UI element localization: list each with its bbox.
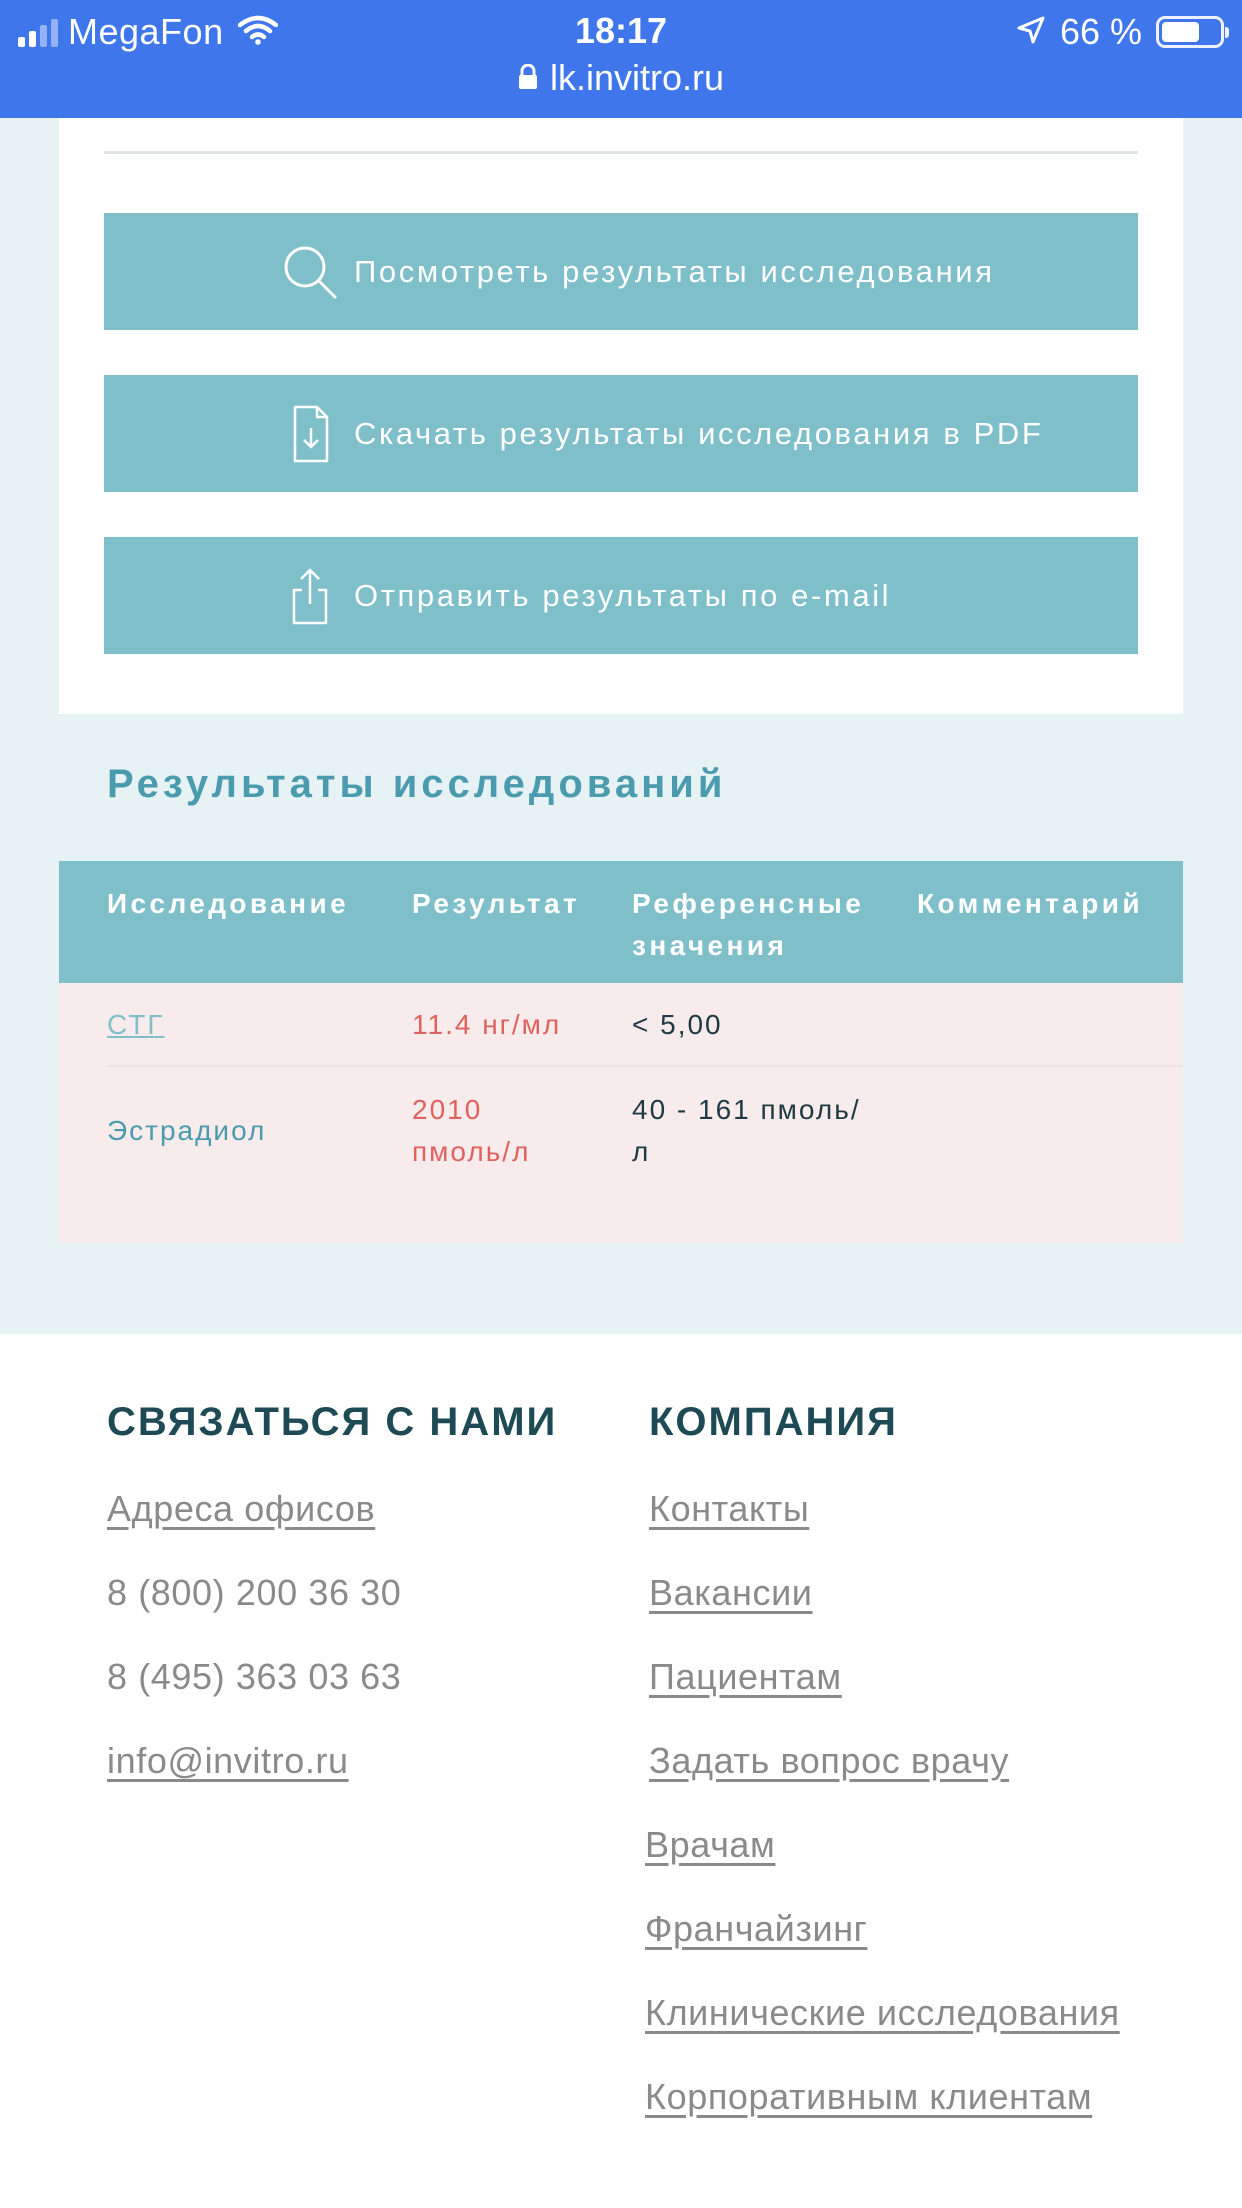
view-results-label: Посмотреть результаты исследования: [354, 253, 995, 289]
study-link-stg[interactable]: СТГ: [107, 1009, 165, 1040]
results-table-body: [59, 983, 1183, 1243]
address-bar[interactable]: [0, 56, 1242, 100]
share-icon: [280, 566, 340, 626]
footer-link-contacts[interactable]: Контакты: [649, 1488, 810, 1529]
lock-icon: [518, 57, 538, 99]
footer-link-corporate-clients[interactable]: Корпоративным клиентам: [645, 2076, 1093, 2117]
row-divider: [107, 1065, 1183, 1067]
view-results-button[interactable]: [104, 213, 1138, 330]
column-reference: Референсные значения: [632, 888, 865, 961]
footer-phone-2[interactable]: 8 (495) 363 03 63: [107, 1656, 402, 1697]
reference-value: 40 - 161 пмоль/ л: [632, 1094, 861, 1167]
footer-link-doctors[interactable]: Врачам: [645, 1824, 776, 1865]
result-value: 11.4 нг/мл: [412, 1009, 562, 1040]
clock: 18:17: [574, 10, 668, 51]
footer-link-offices[interactable]: Адреса офисов: [107, 1488, 376, 1529]
battery-icon: [1156, 16, 1224, 48]
footer-link-vacancies[interactable]: Вакансии: [649, 1572, 813, 1613]
column-comment: Комментарий: [917, 888, 1143, 919]
results-title: Результаты исследований: [107, 762, 727, 806]
send-email-button[interactable]: [104, 537, 1138, 654]
footer-link-clinical-research[interactable]: Клинические исследования: [645, 1992, 1120, 2033]
results-table-header: [59, 861, 1183, 983]
download-pdf-button[interactable]: [104, 375, 1138, 492]
url-text: lk.invitro.ru: [549, 57, 725, 98]
carrier-name: MegaFon: [68, 11, 224, 52]
footer-email-link[interactable]: info@invitro.ru: [107, 1740, 349, 1781]
footer-company-title: КОМПАНИЯ: [649, 1400, 898, 1444]
result-value: 2010 пмоль/л: [412, 1094, 531, 1167]
battery-level: [1162, 22, 1199, 42]
column-result: Результат: [412, 888, 581, 919]
footer-phone-1[interactable]: 8 (800) 200 36 30: [107, 1572, 402, 1613]
study-name-estradiol: Эстрадиол: [107, 1115, 267, 1146]
reference-value: < 5,00: [632, 1009, 723, 1040]
status-right: [1016, 10, 1224, 54]
footer-link-franchise[interactable]: Франчайзинг: [645, 1908, 868, 1949]
search-icon: [280, 242, 340, 302]
footer-contact-title: СВЯЗАТЬСЯ С НАМИ: [107, 1400, 558, 1444]
download-pdf-label: Скачать результаты исследования в PDF: [354, 415, 1044, 451]
download-file-icon: [280, 404, 340, 464]
location-arrow-icon: [1016, 15, 1046, 50]
card-divider: [104, 151, 1138, 154]
battery-percent: 66 %: [1059, 11, 1142, 52]
footer-link-ask-doctor[interactable]: Задать вопрос врачу: [649, 1740, 1010, 1781]
status-bar: [0, 0, 1242, 118]
footer-link-patients[interactable]: Пациентам: [649, 1656, 842, 1697]
column-study: Исследование: [107, 888, 350, 919]
send-email-label: Отправить результаты по e-mail: [354, 577, 892, 613]
